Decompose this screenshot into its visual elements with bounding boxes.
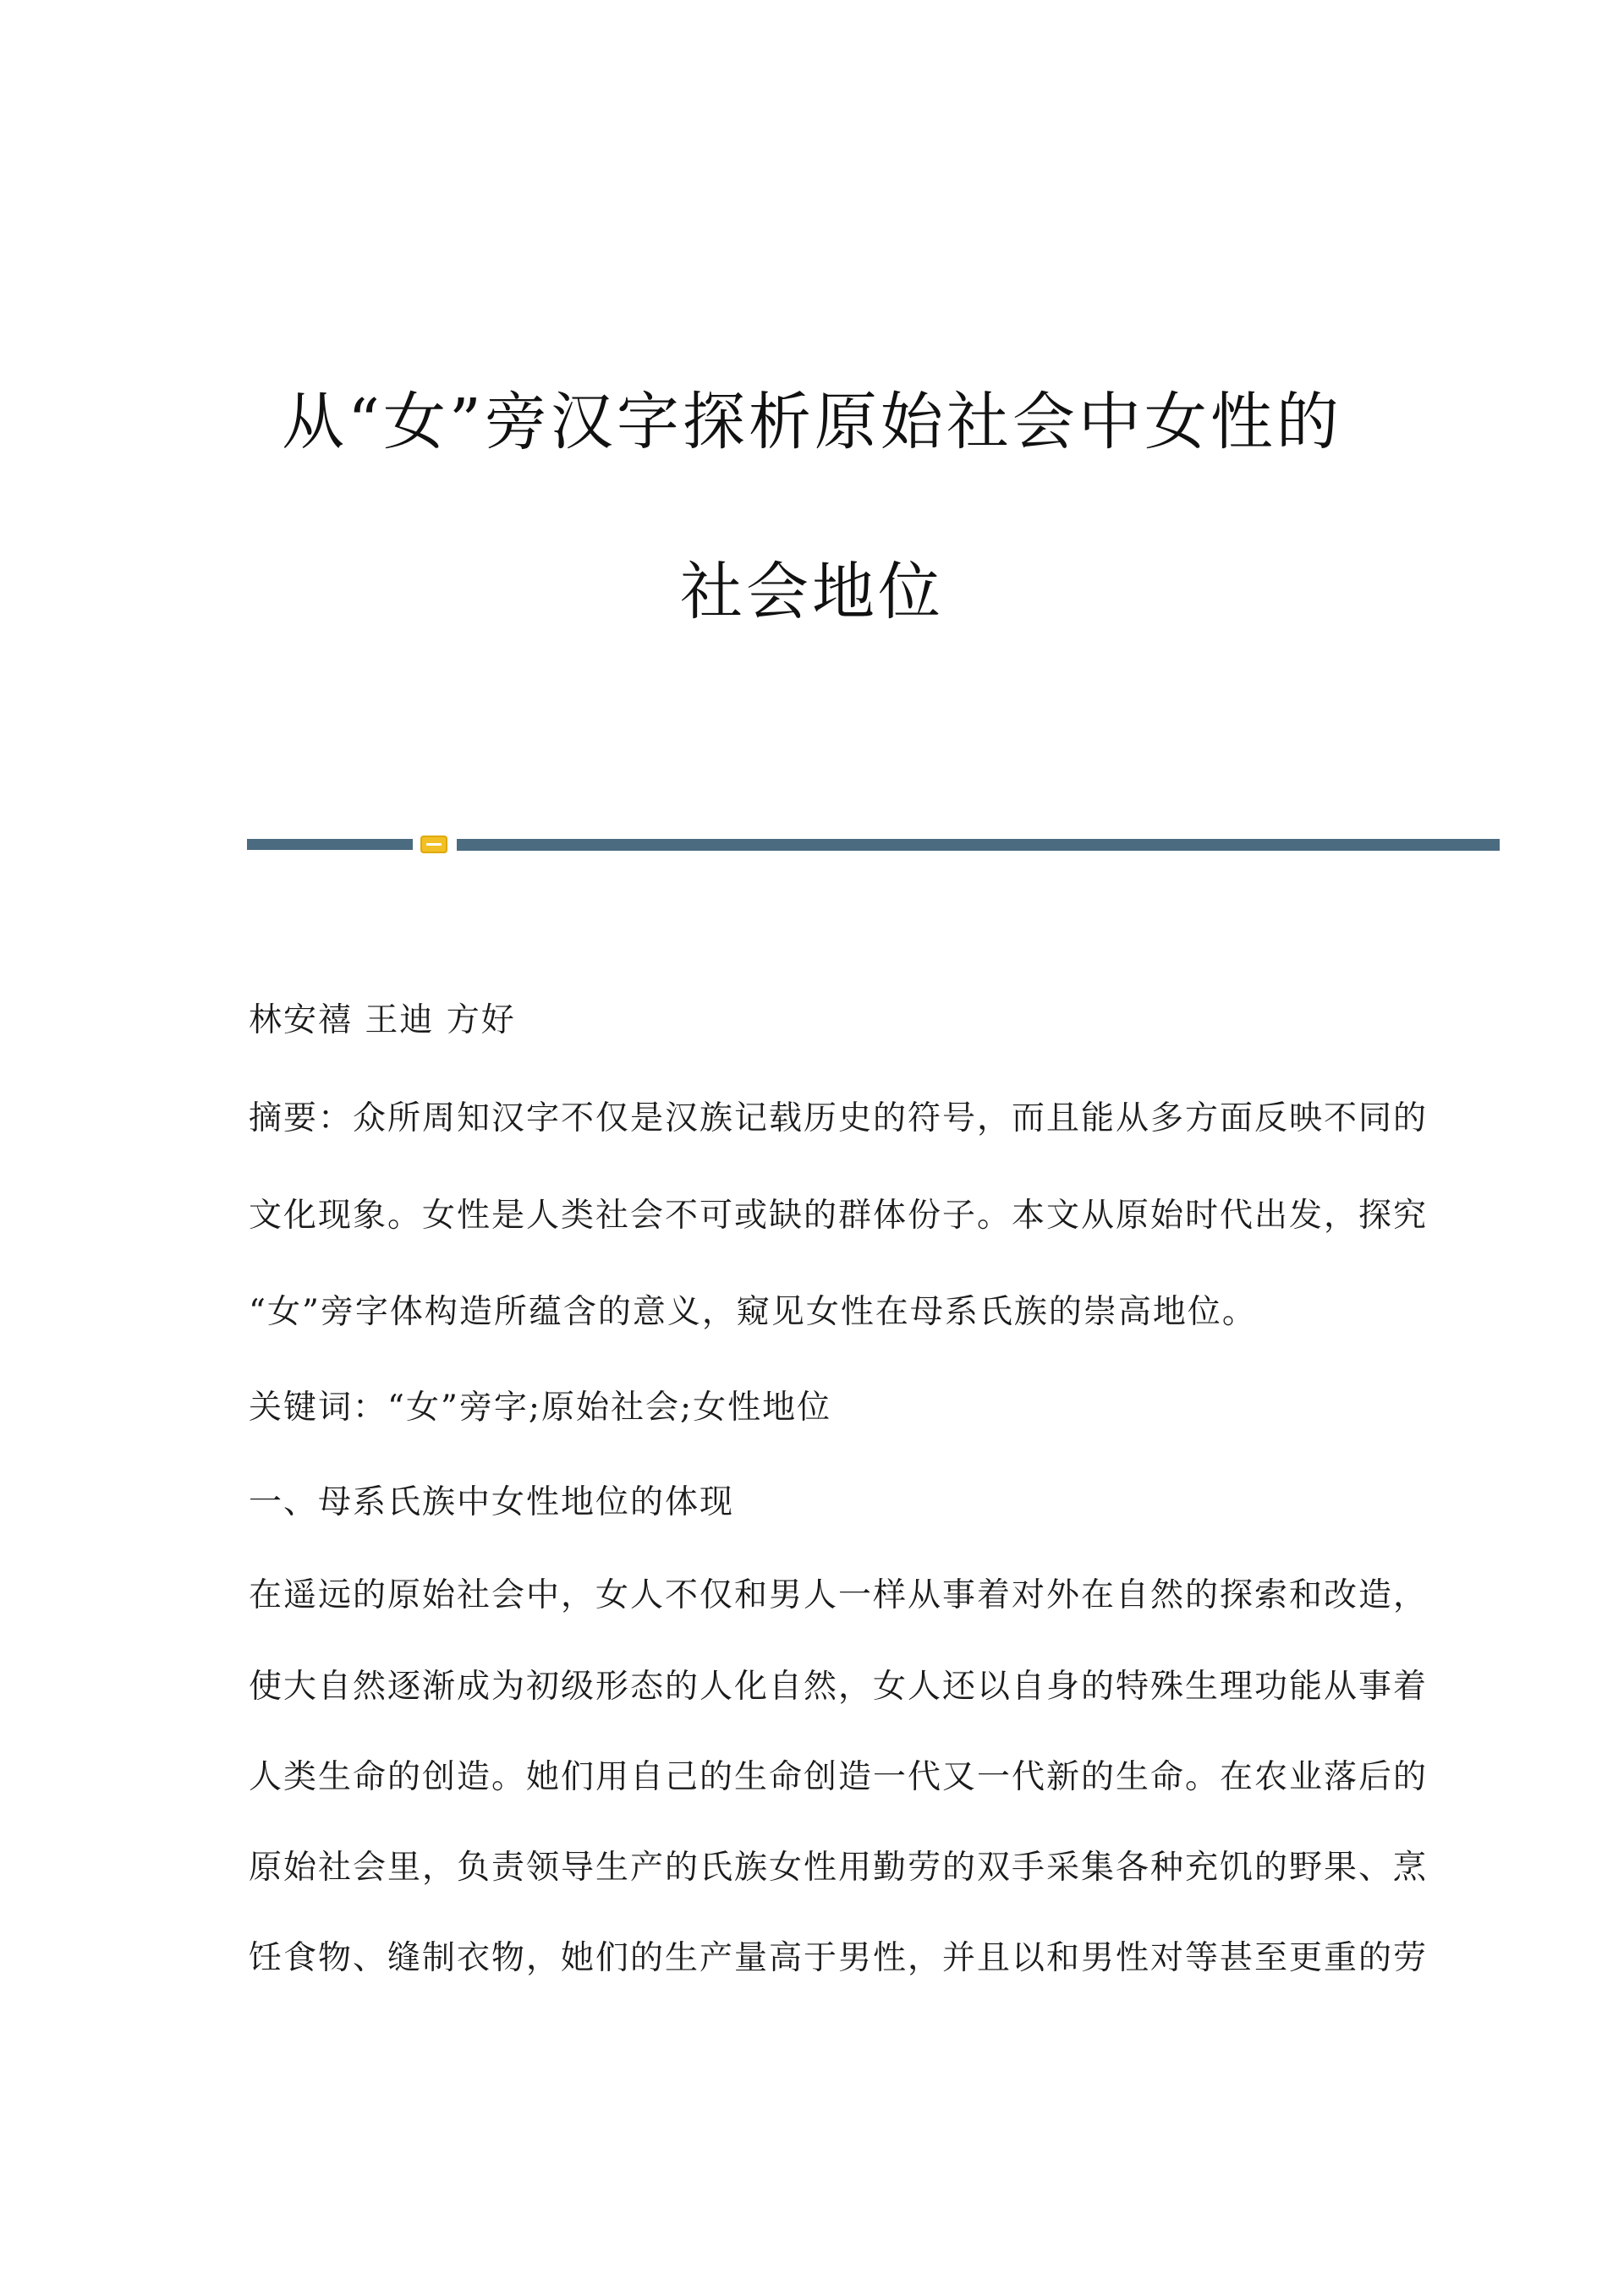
body-line-1: 在遥远的原始社会中，女人不仅和男人一样从事着对外在自然的探索和改造， xyxy=(249,1576,1429,1614)
body-line-4: 原始社会里，负责领导生产的氏族女性用勤劳的双手采集各种充饥的野果、烹 xyxy=(249,1849,1429,1887)
body-line-2: 使大自然逐渐成为初级形态的人化自然，女人还以自身的特殊生理功能从事着 xyxy=(249,1668,1429,1706)
divider-badge-icon xyxy=(420,836,447,853)
divider-left-bar xyxy=(247,839,413,850)
divider-right-bar xyxy=(457,839,1500,851)
title-line-2: 社会地位 xyxy=(680,556,944,628)
title-line-1: 从“女”旁汉字探析原始社会中女性的 xyxy=(282,386,1342,458)
keywords: 关键词：“女”旁字;原始社会;女性地位 xyxy=(249,1389,832,1427)
section-heading: 一、母系氏族中女性地位的体现 xyxy=(249,1483,735,1521)
body-line-3: 人类生命的创造。她们用自己的生命创造一代又一代新的生命。在农业落后的 xyxy=(249,1758,1429,1796)
abstract-line-2: 文化现象。女性是人类社会不可或缺的群体份子。本文从原始时代出发，探究 xyxy=(249,1197,1429,1235)
abstract-line-3: “女”旁字体构造所蕴含的意义，窥见女性在母系氏族的崇高地位。 xyxy=(249,1293,1257,1331)
abstract-line-1: 摘要：众所周知汉字不仅是汉族记载历史的符号，而且能从多方面反映不同的 xyxy=(249,1099,1429,1137)
body-line-5: 饪食物、缝制衣物，她们的生产量高于男性，并且以和男性对等甚至更重的劳 xyxy=(249,1939,1429,1977)
authors: 林安禧 王迪 方好 xyxy=(249,1001,516,1039)
